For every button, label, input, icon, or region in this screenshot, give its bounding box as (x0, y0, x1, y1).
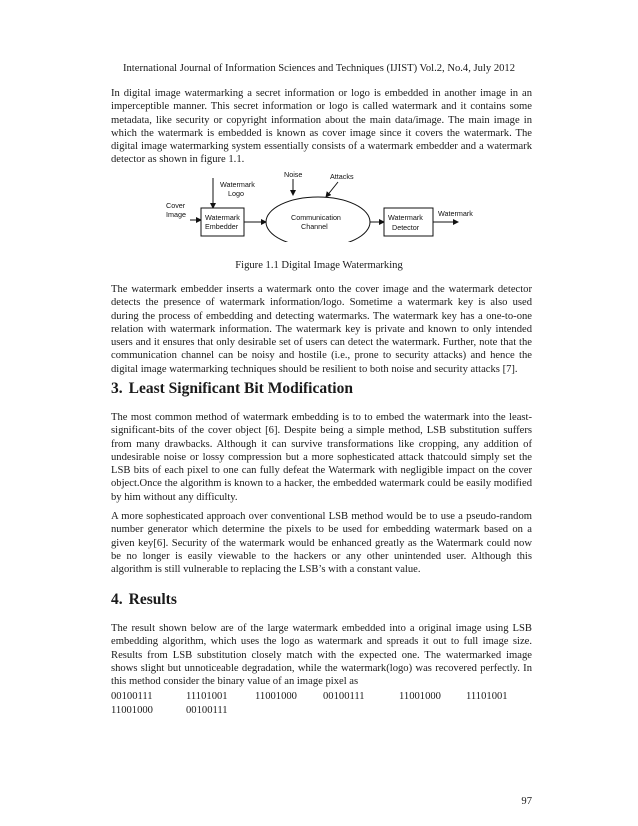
channel-label-2: Channel (301, 222, 328, 231)
noise-label: Noise (284, 170, 303, 179)
watermark-logo-label-2: Logo (228, 189, 244, 198)
detector-label-1: Watermark (388, 213, 423, 222)
diagram-svg (158, 170, 478, 242)
detector-label-2: Detector (392, 223, 420, 232)
page-number: 97 (521, 796, 532, 807)
binary-value: 11001000 (111, 705, 153, 716)
embedder-label-1: Watermark (205, 213, 240, 222)
cover-image-label-2: Image (166, 210, 186, 219)
binary-value: 11101001 (186, 691, 228, 702)
output-label: Watermark (438, 209, 473, 218)
binary-value: 11101001 (466, 691, 508, 702)
binary-value: 00100111 (186, 705, 228, 716)
section-4-heading (111, 591, 177, 609)
journal-header: International Journal of Information Sciences and Techniques (IJIST) Vol.2, No.4, July 2012 (122, 63, 516, 74)
attacks-arrow (326, 182, 338, 197)
cover-image-label-1: Cover (166, 201, 186, 210)
binary-value: 11001000 (399, 691, 441, 702)
section-3-number: 3. (111, 380, 123, 397)
section-4-paragraph-1: The result shown below are of the large watermark embedded into a original image using LSB embedding algorithm, which uses the logo as watermark and spreads it out to full image size. Results from LSB substitution closely match with the expected one. The watermarked image shows slight but unnoticeable degradation, while the watermark(logo) was recovered perfectly. In this method consider the binary value of an image pixel as (111, 623, 532, 688)
section-3-heading (111, 380, 353, 398)
binary-value: 00100111 (111, 691, 153, 702)
embedder-label-2: Embedder (205, 222, 239, 231)
section-3-title: Least Significant Bit Modification (128, 380, 353, 397)
intro-paragraph: In digital image watermarking a secret information or logo is embedded in another image in an imperceptible manner. This secret information or logo is called watermark and it contains some metadata, like security or copyright information about the main data/image. The main image in which the watermark is embedded is known as cover image since it covers the watermark. The digital image watermarking system essentially consists of a watermark embedder and a watermark detector as shown in figure 1.1. (111, 88, 532, 166)
section-4-number: 4. (111, 591, 123, 608)
binary-value: 11001000 (255, 691, 297, 702)
watermark-logo-label-1: Watermark (220, 180, 255, 189)
section-3-paragraph-1: The most common method of watermark embedding is to to embed the watermark into the least-significant-bits of the cover object [6]. Despite being a simple method, LSB substitution suffers from many drawbacks. Although it can survive transformations like cropping, any addition of undesirable noise or lossy compression but a more sophesticated attack thatcould simply set the LSB bits of each pixel to one can fully defeat the Watermark with negligible impact on the cover object.Once the algorithm is known to a hacker, the embedded watermark could be easily modified by him without any difficulty. (111, 412, 532, 503)
section-4-title: Results (128, 591, 177, 608)
binary-value: 00100111 (323, 691, 365, 702)
channel-label-1: Communication (291, 213, 341, 222)
figure-caption: Figure 1.1 Digital Image Watermarking (235, 260, 403, 271)
attacks-label: Attacks (330, 172, 354, 181)
watermarking-diagram (158, 170, 478, 242)
paragraph-2: The watermark embedder inserts a watermark onto the cover image and the watermark detector detects the presence of watermark information/logo. Sometime a watermark key is also used during the process of embedding and detecting watermarks. The watermark key has a one-to-one relation with watermark information. The watermark key is private and known to only intended users and it ensures that only desirable set of users can detect the watermark. Further, note that the communication channel can be noisy and hostile (i.e., prone to security attacks) and hence the digital image watermarking techniques should be resilient to both noise and security attacks [7]. (111, 284, 532, 375)
section-3-paragraph-2: A more sophesticated approach over conventional LSB method would be to use a pseudo-random number generator which determine the pixels to be used for embedding watermark based on a given key[6]. Security of the watermark would be enhanced greatly as the Watermark could now be no longer is easily viewable to the hackers or any other unintended user. Although this algorithm is still vulnerable to replacing the LSB’s with a constant value. (111, 511, 532, 576)
